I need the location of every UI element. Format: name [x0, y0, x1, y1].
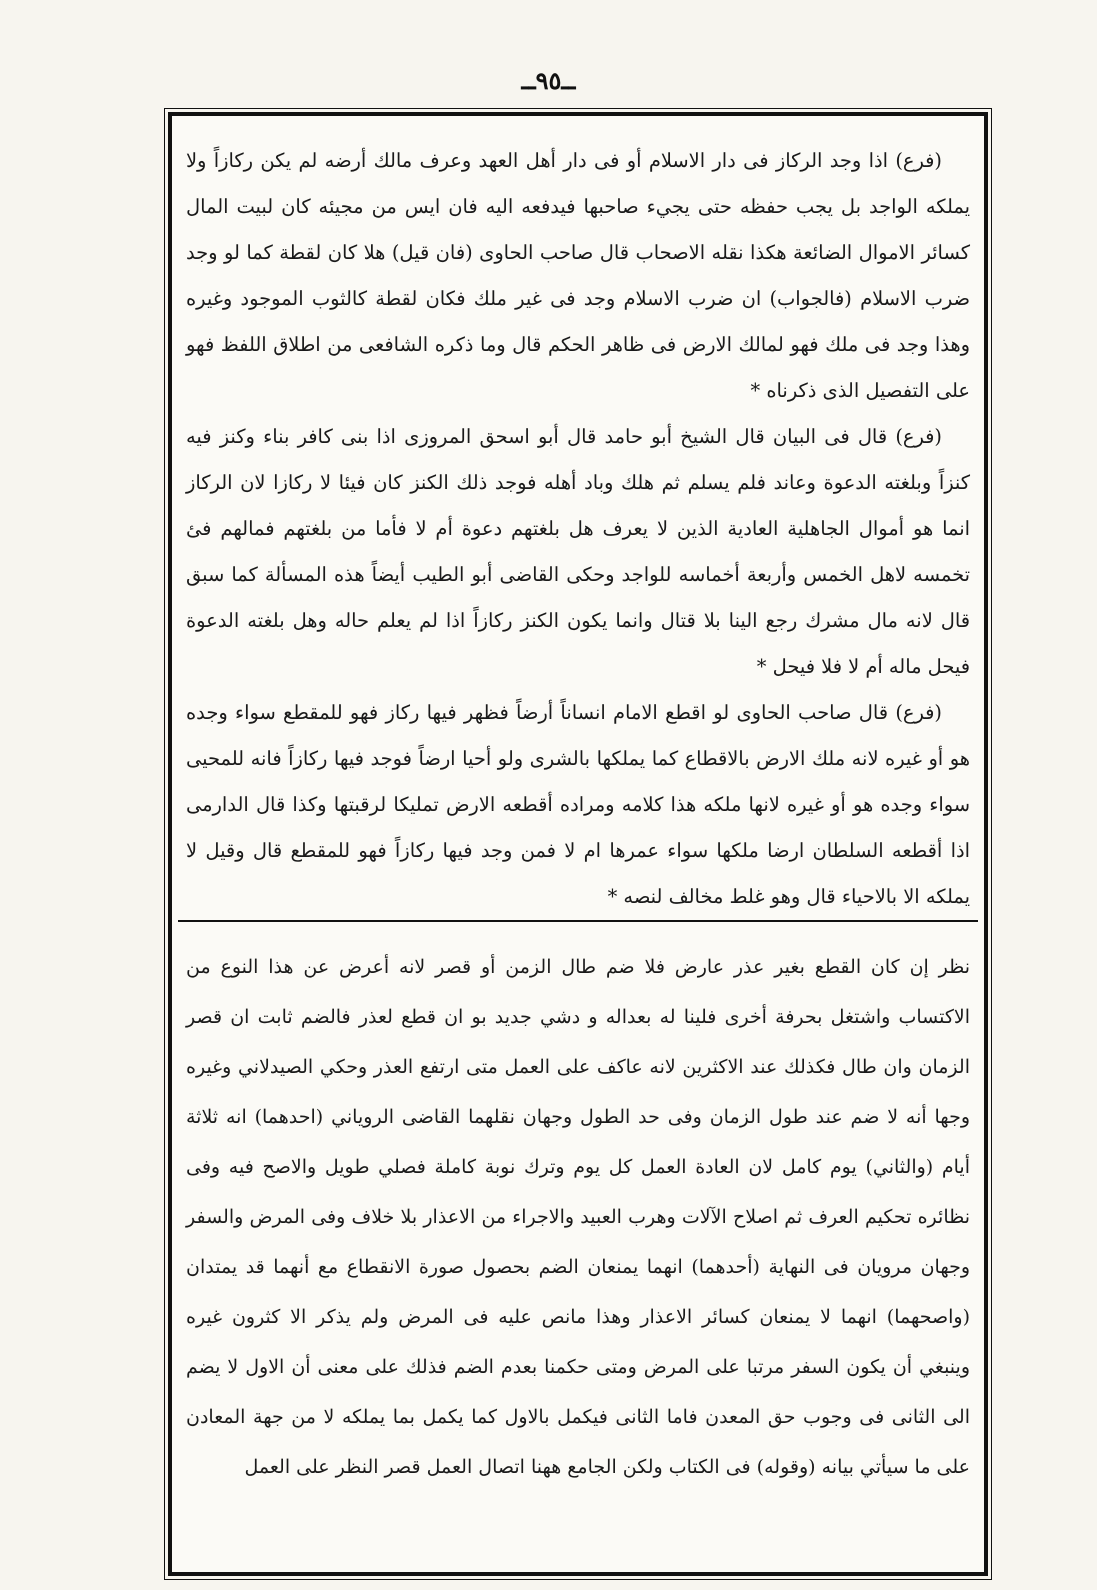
paragraph-2: (فرع) قال فى البيان قال الشيخ أبو حامد قال أبو اسحق المروزى اذا بنى كافر بناء وكنز فيه كنزاً وبلغته الدعوة وعاند فلم يسلم ثم هلك وباد أهله فوجد ذلك الكنز كان فيئا لا ركازا لان الركاز انما هو أموال الجاهلية العادية الذين لا يعرف هل بلغتهم دعوة أم لا فأما من بلغتهم فمالهم فئ تخمسه لاهل الخمس وأربعة أخماسه للواجد وحكى القاضى أبو الطيب أيضاً هذه المسألة كما سبق قال لانه مال مشرك رجع الينا بلا قتال وانما يكون الكنز ركازاً اذا لم يعلم حاله وهل بلغته الدعوة فيحل ماله أم لا فلا فيحل * [186, 425, 970, 678]
commentary-paragraph-1: نظر إن كان القطع بغير عذر عارض فلا ضم طال الزمن أو قصر لانه أعرض عن هذا النوع من الاكتساب واشتغل بحرفة أخرى فلينا له بعداله و دشي جديد بو ان قطع لعذر فالضم ثابت ان قصر الزمان وان طال فكذلك عند الاكثرين لانه عاكف على العمل متى ارتفع العذر وحكي الصيدلاني وغيره وجها أنه لا ضم عند طول الزمان وفى حد الطول وجهان نقلهما القاضى الروياني (احدهما) انه ثلاثة أيام (والثاني) يوم كامل لان العادة العمل كل يوم وترك نوبة كاملة فصلي طويل والاصح فيه وفى نظائره تحكيم العرف ثم اصلاح الآلات وهرب العبيد والاجراء من الاعذار بلا خلاف وفى المرض والسفر وجهان مرويان فى النهاية (أحدهما) انهما يمنعان الضم بحصول صورة الانقطاع مع أنهما قد يمتدان (واصحهما) انهما لا يمنعان كسائر الاعذار وهذا مانص عليه فى المرض ولم يذكر الا كثرون غيره وينبغي أن يكون السفر مرتبا على المرض ومتى حكمنا بعدم الضم فذلك على معنى أن الاول لا يضم الى الثانى فى وجوب حق المعدن فاما الثانى فيكمل بالاول كما يكمل بما يملكه لا من جهة المعادن على ما سيأتي بيانه (وقوله) فى الكتاب ولكن الجامع ههنا اتصال العمل قصر النظر على العمل [186, 956, 970, 1478]
section-divider [178, 920, 978, 922]
paragraph-1: (فرع) اذا وجد الركاز فى دار الاسلام أو فى دار أهل العهد وعرف مالك أرضه لم يكن ركازاً ولا يملكه الواجد بل يجب حفظه حتى يجيء صاحبها فيدفعه اليه فان ايس من مجيئه كان لبيت المال كسائر الاموال الضائعة هكذا نقله الاصحاب قال صاحب الحاوى (فان قيل) هلا كان لقطة كما لو وجد ضرب الاسلام (فالجواب) ان ضرب الاسلام وجد فى غير ملك فكان لقطة كالثوب الموجود وغيره وهذا وجد فى ملك فهو لمالك الارض فى ظاهر الحكم قال وما ذكره الشافعى من اطلاق اللفظ فهو على التفصيل الذى ذكرناه * [186, 149, 970, 402]
paragraph-3: (فرع) قال صاحب الحاوى لو اقطع الامام انساناً أرضاً فظهر فيها ركاز فهو للمقطع سواء وجده هو أو غيره لانه ملك الارض بالاقطاع كما يملكها بالشرى ولو أحيا ارضاً فوجد فيها ركازاً فانه للمحيى سواء وجده هو أو غيره لانها ملكه هذا كلامه ومراده أقطعه الارض تمليكا لرقبتها وكذا قال الدارمى اذا أقطعه السلطان ارضا ملكها سواء عمرها ام لا فمن وجد فيها ركازاً فهو للمقطع قال وقيل لا يملكه الا بالاحياء قال وهو غلط مخالف لنصه * [186, 701, 970, 908]
page-number: ــ٩٥ــ [521, 66, 576, 95]
commentary-text [186, 942, 970, 1492]
main-text [186, 138, 970, 920]
page-frame [168, 112, 988, 1576]
